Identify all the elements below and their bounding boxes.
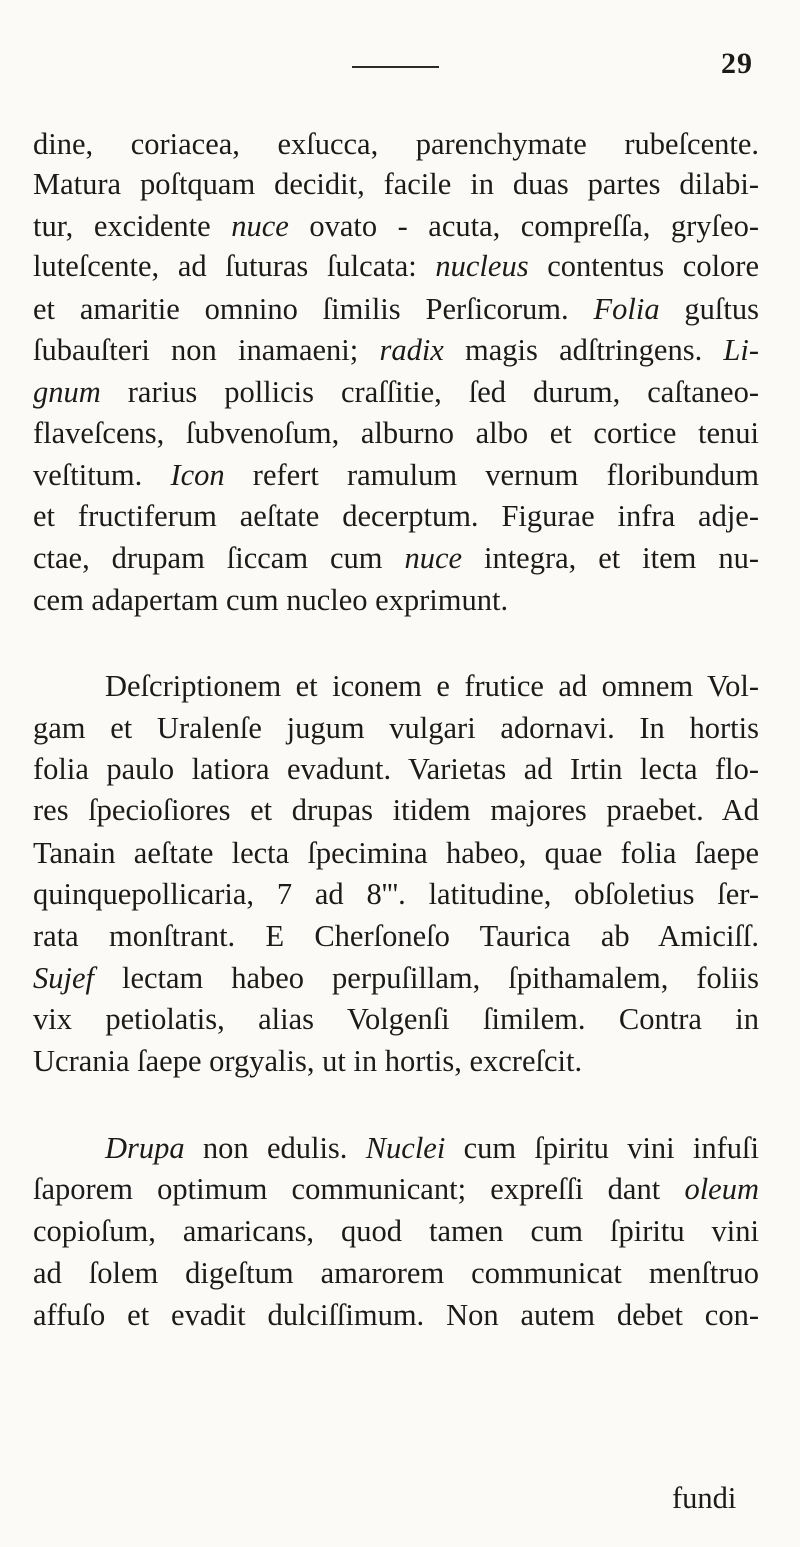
text-line: Ucrania ſaepe orgyalis, ut in hortis, excreſcit. <box>33 1044 583 1078</box>
text-line: Drupa non edulis. Nuclei cum ſpiritu vini infuſi <box>105 1131 759 1165</box>
text-line: copioſum, amaricans, quod tamen cum ſpiritu vini <box>33 1214 759 1248</box>
text-line: Tanain aeſtate lecta ſpecimina habeo, quae folia ſaepe <box>33 836 759 870</box>
text-line: et amaritie omnino ſimilis Perſicorum. Folia guſtus <box>33 292 759 326</box>
text-line: ſaporem optimum communicant; expreſſi dant oleum <box>33 1172 759 1206</box>
text-line: veſtitum. Icon refert ramulum vernum floribundum <box>33 458 759 492</box>
text-line: luteſcente, ad ſuturas ſulcata: nucleus contentus colore <box>33 249 759 283</box>
catchword: fundi <box>672 1481 737 1515</box>
text-line: vix petiolatis, alias Volgenſi ſimilem. Contra in <box>33 1002 759 1036</box>
text-line: ad ſolem digeſtum amarorem communicat menſtruo <box>33 1256 759 1290</box>
text-line: cem adapertam cum nucleo exprimunt. <box>33 583 509 617</box>
text-line: dine, coriacea, exſucca, parenchymate rubeſcente. <box>33 127 759 161</box>
text-line: et fructiferum aeſtate decerptum. Figurae infra adje- <box>33 499 759 533</box>
text-line: ſubauſteri non inamaeni; radix magis adſtringens. Li- <box>33 333 759 367</box>
text-line: affuſo et evadit dulciſſimum. Non autem debet con- <box>33 1298 759 1332</box>
page-number: 29 <box>721 47 753 80</box>
text-line: res ſpecioſiores et drupas itidem majores praebet. Ad <box>33 793 759 827</box>
text-line: tur, excidente nuce ovato - acuta, compreſſa, gryſeo- <box>33 209 759 243</box>
text-line: flaveſcens, ſubvenoſum, alburno albo et cortice tenui <box>33 416 759 450</box>
text-line: Matura poſtquam decidit, facile in duas partes dilabi- <box>33 167 759 201</box>
text-line: rata monſtrant. E Cherſoneſo Taurica ab Amiciſſ. <box>33 919 759 953</box>
text-line: gam et Uralenſe jugum vulgari adornavi. In hortis <box>33 711 759 745</box>
text-line: gnum rarius pollicis craſſitie, ſed durum, caſtaneo- <box>33 375 759 409</box>
header-rule <box>352 66 439 68</box>
text-line: quinquepollicaria, 7 ad 8'''. latitudine, obſoletius ſer- <box>33 877 759 911</box>
text-line: Sujef lectam habeo perpuſillam, ſpithamalem, foliis <box>33 961 759 995</box>
text-line: Deſcriptionem et iconem e frutice ad omnem Vol- <box>105 669 759 703</box>
text-line: ctae, drupam ſiccam cum nuce integra, et item nu- <box>33 541 759 575</box>
text-line: folia paulo latiora evadunt. Varietas ad Irtin lecta flo- <box>33 752 759 786</box>
